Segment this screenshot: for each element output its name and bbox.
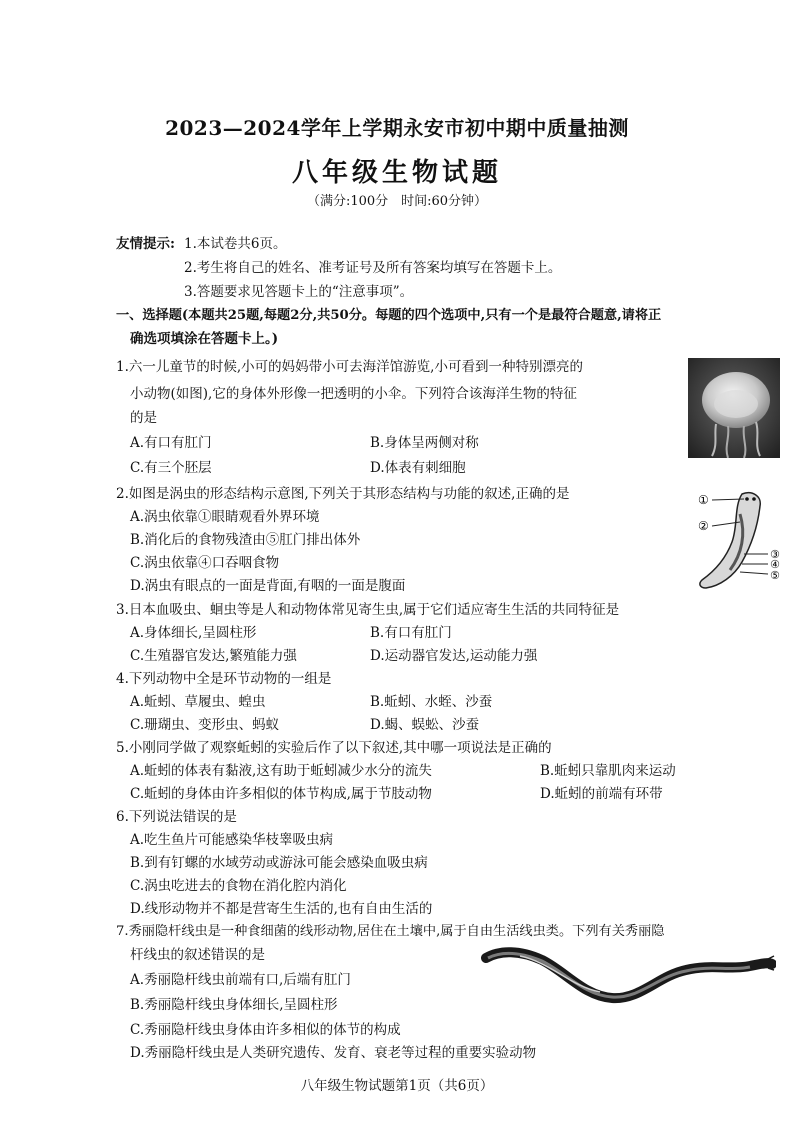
q5-stem: 5.小刚同学做了观察蚯蚓的实验后作了以下叙述,其中哪一项说法是正确的: [116, 740, 552, 756]
q7-stem-line2: 杆线虫的叙述错误的是: [130, 947, 265, 963]
q1-stem-line2: 小动物(如图),它的身体外形像一把透明的小伞。下列符合该海洋生物的特征: [130, 386, 577, 402]
exam-title: 2023—2024学年上学期永安市初中期中质量抽测: [165, 116, 629, 140]
q5-option-a: A.蚯蚓的体表有黏液,这有助于蚯蚓减少水分的流失: [130, 763, 432, 779]
score-time-info: （满分:100分 时间:60分钟）: [306, 194, 488, 209]
q3-stem: 3.日本血吸虫、蛔虫等是人和动物体常见寄生虫,属于它们适应寄生生活的共同特征是: [116, 602, 620, 618]
jellyfish-image: [688, 358, 780, 458]
q7-stem-line1: 7.秀丽隐杆线虫是一种食细菌的线形动物,居住在土壤中,属于自由生活线虫类。下列有关秀丽隐: [116, 924, 665, 939]
q4-option-d: D.蝎、蜈蚣、沙蚕: [370, 717, 480, 733]
q3-option-c: C.生殖器官发达,繁殖能力强: [130, 648, 297, 664]
q6-stem: 6.下列说法错误的是: [116, 809, 237, 825]
q1-option-a: A.有口有肛门: [130, 435, 212, 451]
q6-option-c: C.涡虫吃进去的食物在消化腔内消化: [130, 878, 347, 894]
q3-option-d: D.运动器官发达,运动能力强: [370, 648, 538, 664]
label-4: ④: [770, 558, 780, 571]
q4-option-c: C.珊瑚虫、变形虫、蚂蚁: [130, 717, 280, 733]
subject-title: 八年级生物试题: [291, 158, 502, 188]
label-3: ③: [770, 548, 780, 561]
q5-option-b: B.蚯蚓只靠肌肉来运动: [540, 763, 676, 779]
label-5: ⑤: [770, 569, 780, 582]
q6-option-a: A.吃生鱼片可能感染华枝睾吸虫病: [130, 832, 334, 848]
q4-option-a: A.蚯蚓、草履虫、蝗虫: [130, 694, 266, 710]
tip-3: 3.答题要求见答题卡上的“注意事项”。: [184, 284, 414, 300]
q7-option-c: C.秀丽隐杆线虫身体由许多相似的体节的构成: [130, 1022, 401, 1038]
tip-1: 1.本试卷共6页。: [184, 236, 287, 252]
q6-option-b: B.到有钉螺的水域劳动或游泳可能会感染血吸虫病: [130, 855, 428, 871]
label-2: ②: [698, 519, 709, 533]
page-footer: 八年级生物试题第1页（共6页）: [300, 1078, 494, 1094]
nematode-image: [480, 940, 776, 1020]
q2-option-b: B.消化后的食物残渣由⑤肛门排出体外: [130, 532, 361, 548]
q2-option-c: C.涡虫依靠④口吞咽食物: [130, 555, 280, 571]
q2-option-a: A.涡虫依靠①眼睛观看外界环境: [130, 509, 320, 525]
q3-option-a: A.身体细长,呈圆柱形: [130, 625, 257, 641]
q3-option-b: B.有口有肛门: [370, 625, 452, 641]
q7-option-b: B.秀丽隐杆线虫身体细长,呈圆柱形: [130, 997, 338, 1013]
q7-option-a: A.秀丽隐杆线虫前端有口,后端有肛门: [130, 972, 351, 988]
q1-option-b: B.身体呈两侧对称: [370, 435, 479, 451]
q1-stem-line1: 1.六一儿童节的时候,小可的妈妈带小可去海洋馆游览,小可看到一种特别漂亮的: [116, 359, 583, 375]
q5-option-c: C.蚯蚓的身体由许多相似的体节构成,属于节肢动物: [130, 786, 432, 802]
q2-option-d: D.涡虫有眼点的一面是背面,有咽的一面是腹面: [130, 578, 406, 594]
q6-option-d: D.线形动物并不都是营寄生生活的,也有自由生活的: [130, 901, 433, 917]
section-heading-line1: 一、选择题(本题共25题,每题2分,共50分。每题的四个选项中,只有一个是最符合题意,请将正: [116, 308, 662, 323]
tips-label: 友情提示:: [116, 236, 175, 252]
label-1: ①: [698, 493, 709, 507]
tip-2: 2.考生将自己的姓名、准考证号及所有答案均填写在答题卡上。: [184, 260, 562, 276]
planarian-diagram: [690, 484, 790, 596]
q1-option-c: C.有三个胚层: [130, 460, 212, 476]
q2-stem: 2.如图是涡虫的形态结构示意图,下列关于其形态结构与功能的叙述,正确的是: [116, 486, 570, 502]
q7-option-d: D.秀丽隐杆线虫是人类研究遗传、发育、衰老等过程的重要实验动物: [130, 1045, 537, 1061]
q4-stem: 4.下列动物中全是环节动物的一组是: [116, 671, 332, 687]
section-heading-line2: 确选项填涂在答题卡上。): [130, 331, 279, 347]
q5-option-d: D.蚯蚓的前端有环带: [540, 786, 663, 802]
q4-option-b: B.蚯蚓、水蛭、沙蚕: [370, 694, 493, 710]
q1-option-d: D.体表有刺细胞: [370, 460, 466, 476]
q1-stem-line3: 的是: [130, 410, 157, 426]
